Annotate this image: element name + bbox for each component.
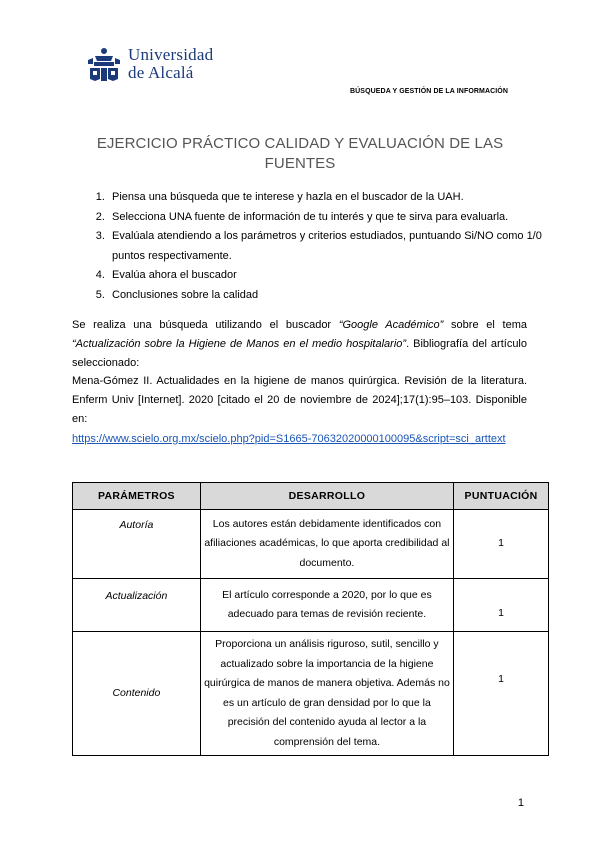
instruction-item: 4. Evalúa ahora el buscador: [108, 266, 548, 286]
table-header-row: [73, 483, 549, 510]
param-cell: Actualización: [73, 579, 201, 632]
university-logo: [86, 46, 213, 82]
logo-line-1: Universidad: [128, 45, 214, 64]
search-topic: “Actualización sobre la Higiene de Manos en el medio hospitalario”: [72, 338, 407, 350]
section-header: BÚSQUEDA Y GESTIÓN DE LA INFORMACIÓN: [350, 88, 508, 95]
search-engine-name: “Google Académico”: [338, 319, 444, 331]
table-row: [73, 510, 549, 579]
desc-cell: Proporciona un análisis riguroso, sutil, sencillo y actualizado sobre la importancia de la higiene quirúrgica de manos de manera objetiva. Además no es un artículo de gran densidad por lo que la precisión del contenido ayuda al lector a la comprensión del tema.: [200, 632, 453, 756]
score-cell: 1: [454, 510, 549, 579]
header-desarrollo: DESARROLLO: [200, 483, 453, 510]
header-parametros: PARÁMETROS: [73, 483, 201, 510]
link-paragraph: [72, 430, 527, 449]
instruction-item: 5. Conclusiones sobre la calidad: [108, 286, 548, 306]
evaluation-table: [72, 482, 549, 756]
param-cell: Contenido: [73, 632, 201, 756]
table-row: [73, 579, 549, 632]
intro-text-2: sobre el tema: [443, 319, 527, 331]
score-cell: 1: [454, 632, 549, 756]
intro-text-1: Se realiza una búsqueda utilizando el buscador: [72, 319, 339, 331]
desc-cell: El artículo corresponde a 2020, por lo que es adecuado para temas de revisión reciente.: [200, 579, 453, 632]
article-link[interactable]: https://www.scielo.org.mx/scielo.php?pid=S1665-70632020000100095&script=sci_arttext: [72, 433, 506, 445]
intro-text-3: . Bibliografía del artículo seleccionado:: [72, 338, 527, 369]
table-row: [73, 632, 549, 756]
citation: Mena-Gómez II. Actualidades en la higiene de manos quirúrgica. Revisión de la literatura. Enferm Univ [Internet]. 2020 [citado el 20 de noviembre de 2024];17(1):95–103. Disponible en:: [72, 375, 527, 425]
page-title: EJERCICIO PRÁCTICO CALIDAD Y EVALUACIÓN DE LAS FUENTES: [96, 135, 504, 172]
instruction-item: 3. Evalúala atendiendo a los parámetros y criterios estudiados, puntuando Si/NO como 1/0 puntos respectivamente.: [108, 227, 548, 266]
param-cell: Autoría: [73, 510, 201, 579]
score-cell: 1: [454, 579, 549, 632]
header-puntuacion: PUNTUACIÓN: [454, 483, 549, 510]
intro-paragraph: [72, 316, 527, 373]
logo-line-2: de Alcalá: [128, 63, 194, 82]
instructions-list: [88, 188, 548, 305]
desc-cell: Los autores están debidamente identificados con afiliaciones académicas, lo que aporta credibilidad al documento.: [200, 510, 453, 579]
instruction-item: 2. Selecciona UNA fuente de información de tu interés y que te sirva para evaluarla.: [108, 208, 548, 228]
page-number: 1: [517, 797, 524, 809]
university-crest-icon: [86, 46, 122, 82]
instruction-item: 1. Piensa una búsqueda que te interese y hazla en el buscador de la UAH.: [108, 188, 548, 208]
